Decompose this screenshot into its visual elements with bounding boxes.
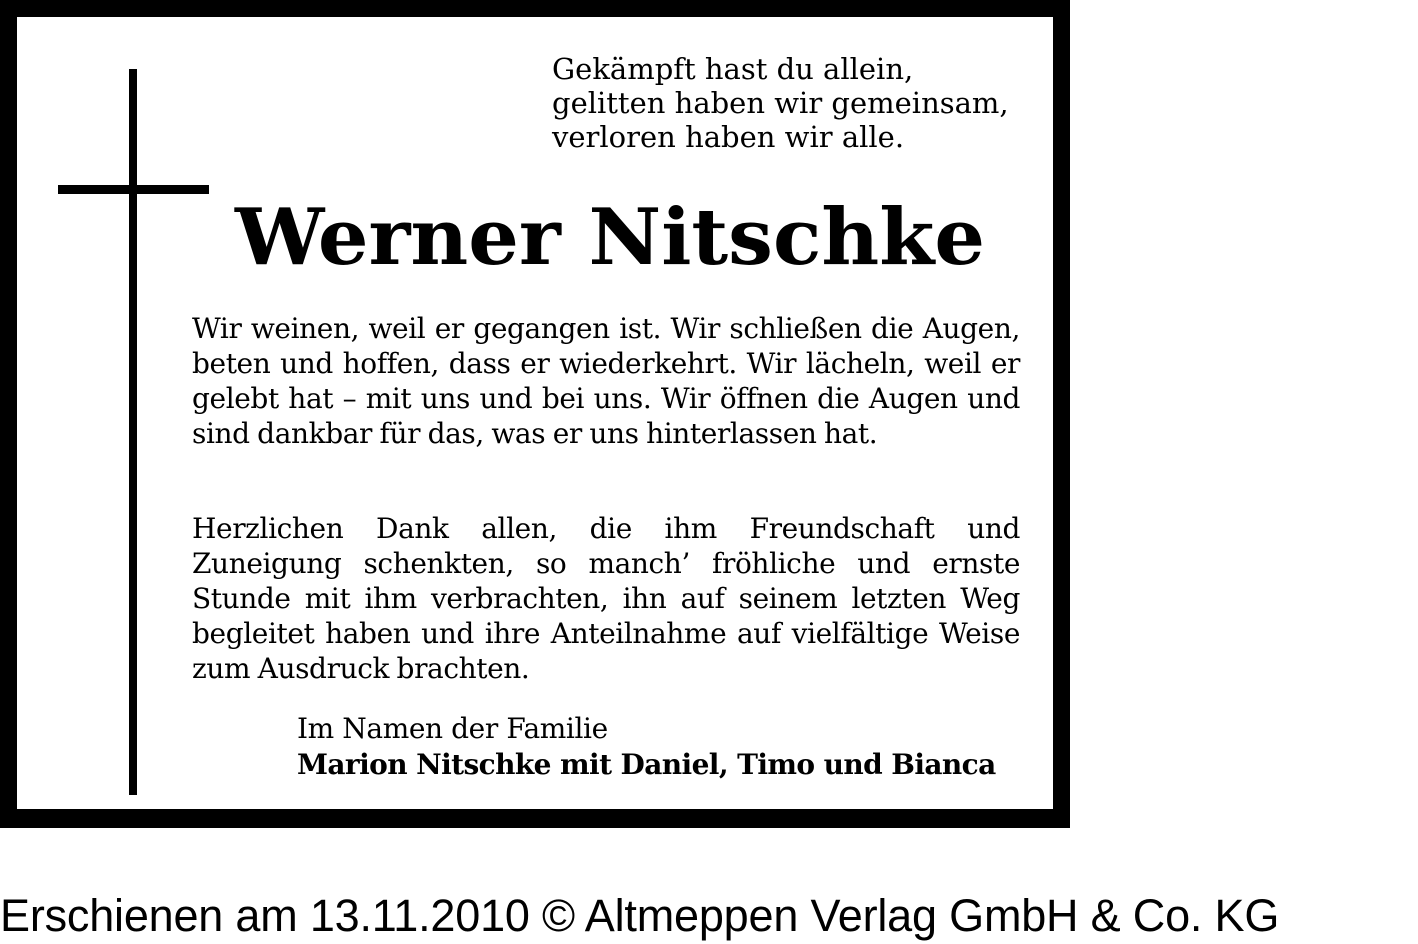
motto-line: verloren haben wir alle. (552, 120, 905, 154)
signature-block (297, 711, 1037, 783)
deceased-name: Werner Nitschke (234, 192, 985, 283)
paragraph-remembrance: Wir weinen, weil er gegangen ist. Wir schließen die Augen, beten und hoffen, dass er wiederkehrt. Wir lächeln, weil er gelebt hat – mit uns und bei uns. Wir öffnen die Augen und sind dankbar für das, was er uns hinterlassen hat. (192, 312, 1020, 450)
paragraph-thanks: Herzlichen Dank allen, die ihm Freundschaft und Zuneigung schenkten, so manch’ fröhliche und ernste Stunde mit ihm verbrachten, ihn auf seinem letzten Weg begleitet haben und ihre Anteilnahme auf vielfältige Weise zum Ausdruck brachten. (192, 512, 1020, 685)
motto (552, 52, 1052, 154)
signature-names: Marion Nitschke mit Daniel, Timo und Bianca (297, 748, 996, 781)
cross-horizontal-bar (58, 185, 209, 194)
publication-footer: Erschienen am 13.11.2010 © Altmeppen Verlag GmbH & Co. KG (0, 890, 1280, 941)
cross-vertical-bar (129, 69, 137, 795)
motto-line: Gekämpft hast du allein, (552, 52, 914, 86)
signature-intro: Im Namen der Familie (297, 712, 608, 745)
motto-line: gelitten haben wir gemeinsam, (552, 86, 1009, 120)
